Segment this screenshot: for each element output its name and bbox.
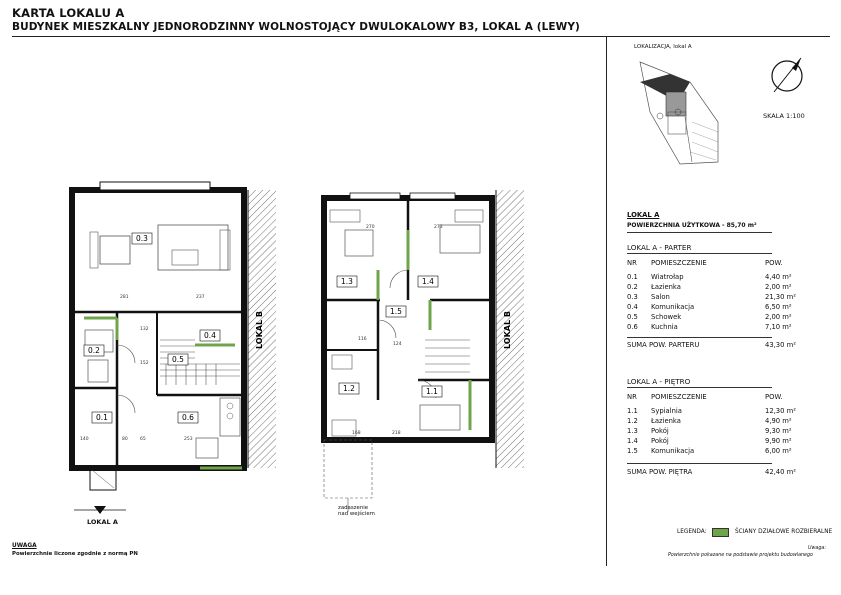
- note-right-title: Uwaga:: [808, 546, 826, 551]
- room-label-0-4: 0.4: [204, 331, 216, 340]
- neighbour-label-upper: LOKAL B: [503, 311, 512, 349]
- svg-text:218: 218: [392, 431, 401, 436]
- scale-label: SKALA 1:100: [763, 112, 805, 120]
- svg-text:65: 65: [140, 437, 146, 442]
- ground-floor-plan: [72, 182, 276, 514]
- upper-floor-plan: [324, 190, 524, 512]
- room-label-0-3: 0.3: [136, 234, 148, 243]
- parter-title: LOKAL A - PARTER: [627, 243, 692, 252]
- column-divider: [606, 36, 607, 566]
- svg-text:140: 140: [80, 437, 89, 442]
- north-arrow-icon: [768, 54, 806, 98]
- page-subtitle: BUDYNEK MIESZKALNY JEDNORODZINNY WOLNOSTOJĄCY DWULOKALOWY B3, LOKAL A (LEWY): [12, 21, 580, 33]
- svg-text:270: 270: [366, 225, 375, 230]
- svg-text:80: 80: [122, 437, 128, 442]
- note-left-text: Powierzchnie liczone zgodnie z normą PN: [12, 551, 138, 557]
- svg-text:273: 273: [434, 225, 443, 230]
- note-left-title: UWAGA: [12, 543, 37, 549]
- svg-text:281: 281: [120, 295, 129, 300]
- neighbour-label-ground: LOKAL B: [255, 311, 264, 349]
- svg-text:253: 253: [184, 437, 193, 442]
- site-map: [630, 52, 726, 168]
- svg-text:168: 168: [352, 431, 361, 436]
- page-title: KARTA LOKALU A: [12, 6, 125, 20]
- room-label-0-2: 0.2: [88, 346, 100, 355]
- pietro-title: LOKAL A - PIĘTRO: [627, 377, 691, 386]
- svg-text:116: 116: [358, 337, 367, 342]
- svg-text:152: 152: [140, 361, 149, 366]
- room-label-1-5: 1.5: [390, 307, 402, 316]
- legend-swatch: [712, 528, 729, 537]
- room-label-1-1: 1.1: [426, 387, 438, 396]
- legend-label: LEGENDA:: [677, 529, 707, 535]
- room-label-1-2: 1.2: [343, 384, 355, 393]
- room-label-0-5: 0.5: [172, 355, 184, 364]
- summary-panel: LOKAL A POWIERZCHNIA UŻYTKOWA - 85,70 m² LOKAL A - PARTER NR POMIESZCZENIE POW. 0.1 Wiatrołap 4,40 m² 0.2 Łazienka 2,00 m² 0.3 Salon 21,30 m² 0.4 Komunikacja 6,50 m² 0.5 Schowek 2,00 m² 0.6 Kuchnia 7,10 m² SUMA POW. PARTERU 43,30 m² LOKAL A - PIĘTRO NR POMIESZCZENIE POW. 1.1 Sypialnia 12,30 m² 1.2 Łazienka 4,90 m² 1.3 Pokój 9,30 m² 1.4 Pokój 9,90 m² 1.5 Komunikacja 6,00 m² SUMA POW. PIĘTRA 42,40 m²: [627, 211, 796, 476]
- note-right-text: Powierzchnie pokazane na podstawie projektu budowlanego: [668, 553, 813, 558]
- room-label-0-6: 0.6: [182, 413, 194, 422]
- usable-area: POWIERZCHNIA UŻYTKOWA - 85,70 m²: [627, 222, 757, 229]
- room-label-1-4: 1.4: [422, 277, 434, 286]
- room-label-1-3: 1.3: [341, 277, 353, 286]
- legend-item: ŚCIANY DZIAŁOWE ROZBIERALNE: [735, 529, 833, 535]
- svg-text:237: 237: [196, 295, 205, 300]
- room-label-0-1: 0.1: [96, 413, 108, 422]
- canopy-note: zadaszenie nad wejściem: [338, 505, 375, 517]
- entrance-label: LOKAL A: [87, 518, 118, 526]
- site-label: LOKALIZACJA, lokal A: [634, 44, 692, 50]
- unit-title: LOKAL A: [627, 211, 660, 219]
- svg-text:132: 132: [140, 327, 149, 332]
- svg-text:124: 124: [393, 342, 402, 347]
